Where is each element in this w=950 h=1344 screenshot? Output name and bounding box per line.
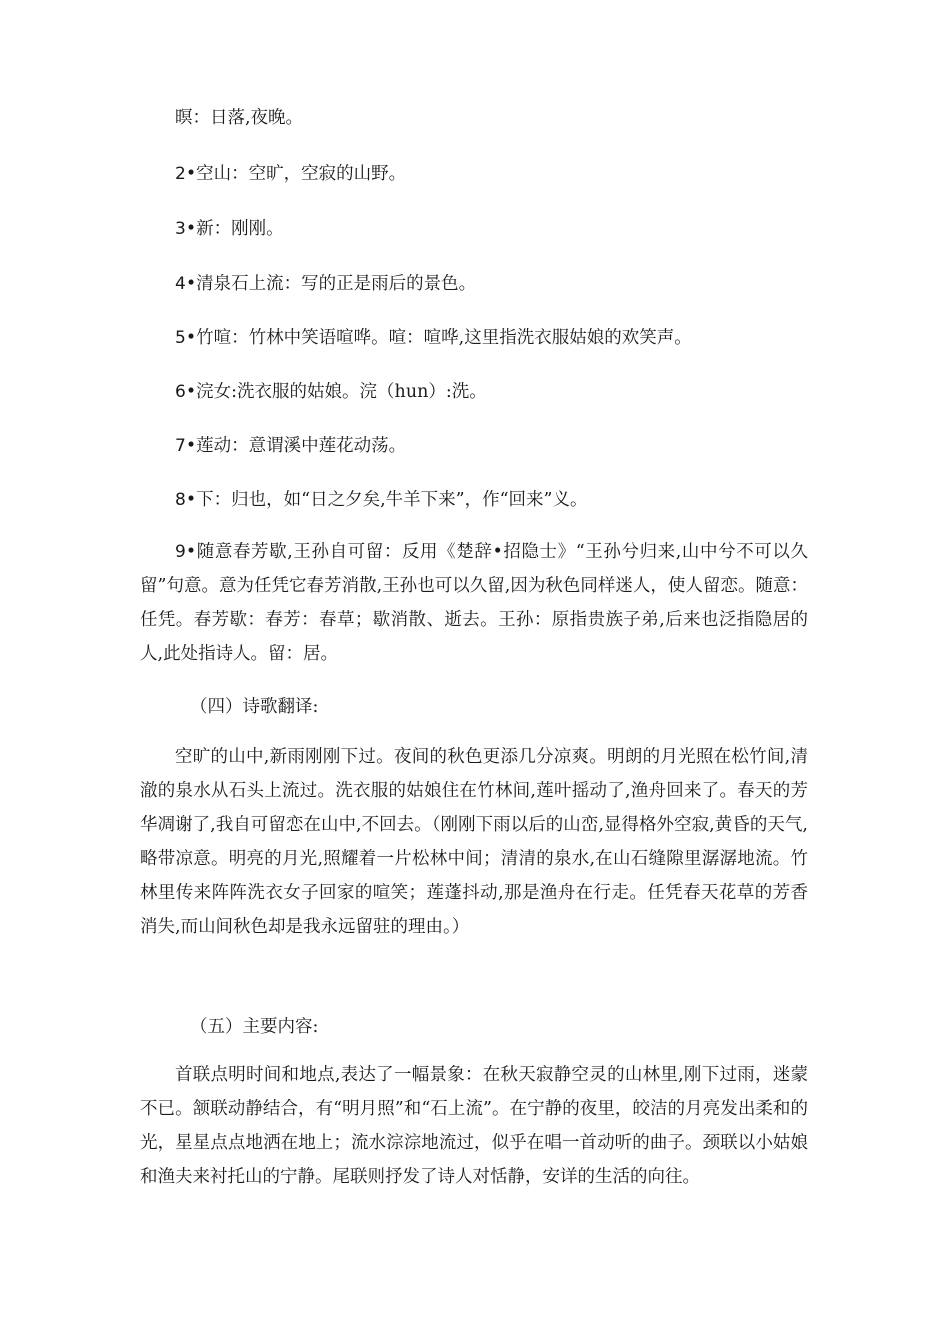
note-number: 7 [175,436,186,456]
note-item [175,488,588,512]
note-text: •清泉石上流：写的正是雨后的景色。 [185,274,477,294]
note-text: •新：刚刚。 [185,219,284,239]
note-text: •莲动：意谓溪中莲花动荡。 [185,436,407,456]
section-heading: （四）诗歌翻译: [190,697,319,717]
note-item [175,272,476,296]
note-item [175,380,487,404]
main-content-paragraph: 首联点明时间和地点,表达了一幅景象：在秋天寂静空灵的山林里,刚下过雨，迷蒙不已。颔联动静结合，有“明月照”和“石上流”。在宁静的夜里，皎洁的月亮发出柔和的光，星星点点地洒在地上；流水淙淙地流过，似乎在唱一首动听的曲子。颈联以小姑娘和渔夫来衬托山的宁静。尾联则抒发了诗人对恬静，安详的生活的向往。 [140,1065,808,1187]
note-number: 3 [175,219,186,239]
note-text: •竹喧：竹林中笑语喧哗。喧：喧哗,这里指洗衣服姑娘的欢笑声。 [185,328,692,348]
note-number: 8 [175,490,186,510]
note-item [175,326,692,350]
note-number: 6 [175,382,186,402]
definition-line: 暝：日落,夜晚。 [175,108,304,128]
translation-paragraph: 空旷的山中,新雨刚刚下过。夜间的秋色更添几分凉爽。明朗的月光照在松竹间,清澈的泉水从石头上流过。洗衣服的姑娘住在竹林间,莲叶摇动了,渔舟回来了。春天的芳华凋谢了,我自可留恋在山中,不回去。（刚刚下雨以后的山峦,显得格外空寂,黄昏的天气,略带凉意。明亮的月光,照耀着一片松林中间；清清的泉水,在山石缝隙里潺潺地流。竹林里传来阵阵洗衣女子回家的喧笑；莲蓬抖动,那是渔舟在行走。任凭春天花草的芳香消失,而山间秋色却是我永远留驻的理由。） [140,747,808,937]
note-item [175,434,406,458]
note-text: •下：归也，如“日之夕矣,牛羊下来”，作“回来”义。 [185,490,588,510]
note-number: 9 [175,542,186,562]
section-heading: （五）主要内容: [190,1017,319,1037]
note-text: •浣女:洗衣服的姑娘。浣（hun）:洗。 [185,382,487,402]
note-text: •随意春芳歇,王孙自可留：反用《楚辞•招隐士》“王孙兮归来,山中兮不可以久留”句意。意为任凭它春芳消散,王孙也可以久留,因为秋色同样迷人，使人留恋。随意：任凭。春芳歇：春芳：春草；歇消散、逝去。王孙：原指贵族子弟,后来也泛指隐居的人,此处指诗人。留：居。 [140,542,808,664]
note-9-paragraph [140,535,808,671]
note-item [175,162,406,186]
note-number: 4 [175,274,186,294]
note-item [175,217,284,241]
note-number: 2 [175,164,186,184]
note-number: 5 [175,328,186,348]
note-text: •空山：空旷，空寂的山野。 [185,164,407,184]
